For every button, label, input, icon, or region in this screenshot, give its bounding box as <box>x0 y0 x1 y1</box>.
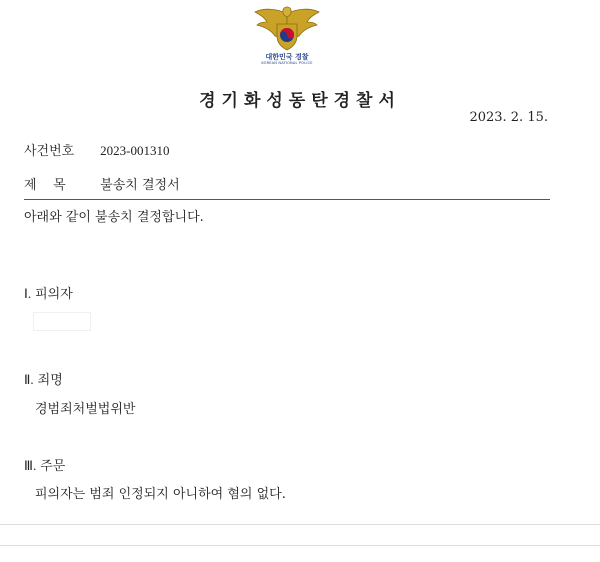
section-title: 피의자 <box>35 287 73 302</box>
emblem-text: 대한민국 경찰 <box>265 53 309 61</box>
subject-label: 제 목 <box>24 178 66 193</box>
redacted-suspect-name <box>33 312 91 331</box>
office-title: 경기화성동탄경찰서 <box>199 91 401 111</box>
section-suspect-heading <box>24 283 73 302</box>
case-number-row <box>24 140 169 159</box>
document-date: 2023. 2. 15. <box>469 110 548 125</box>
page-bottom-divider-2 <box>0 545 600 546</box>
case-number-label: 사건번호 <box>24 144 75 159</box>
section-title: 주문 <box>40 459 66 474</box>
emblem-subtext: KOREAN NATIONAL POLICE <box>261 61 313 65</box>
section-numeral: Ⅲ. <box>24 458 37 473</box>
section-numeral: Ⅱ. <box>24 372 34 387</box>
header-divider <box>24 199 550 200</box>
section-numeral: Ⅰ. <box>24 286 32 301</box>
section-title: 죄명 <box>37 373 63 388</box>
police-emblem <box>247 6 327 72</box>
intro-text: 아래와 같이 불송치 결정합니다. <box>24 210 204 225</box>
section-order-heading <box>24 455 65 474</box>
eagle-emblem-icon <box>253 6 321 52</box>
subject-value: 불송치 결정서 <box>100 178 180 193</box>
section-charge-body: 경범죄처벌법위반 <box>35 402 136 417</box>
page-bottom-divider <box>0 524 600 525</box>
section-order-body: 피의자는 범죄 인정되지 아니하여 혐의 없다. <box>35 487 286 502</box>
case-number-value: 2023-001310 <box>100 143 170 158</box>
section-charge-heading <box>24 369 63 388</box>
subject-row <box>24 174 180 193</box>
